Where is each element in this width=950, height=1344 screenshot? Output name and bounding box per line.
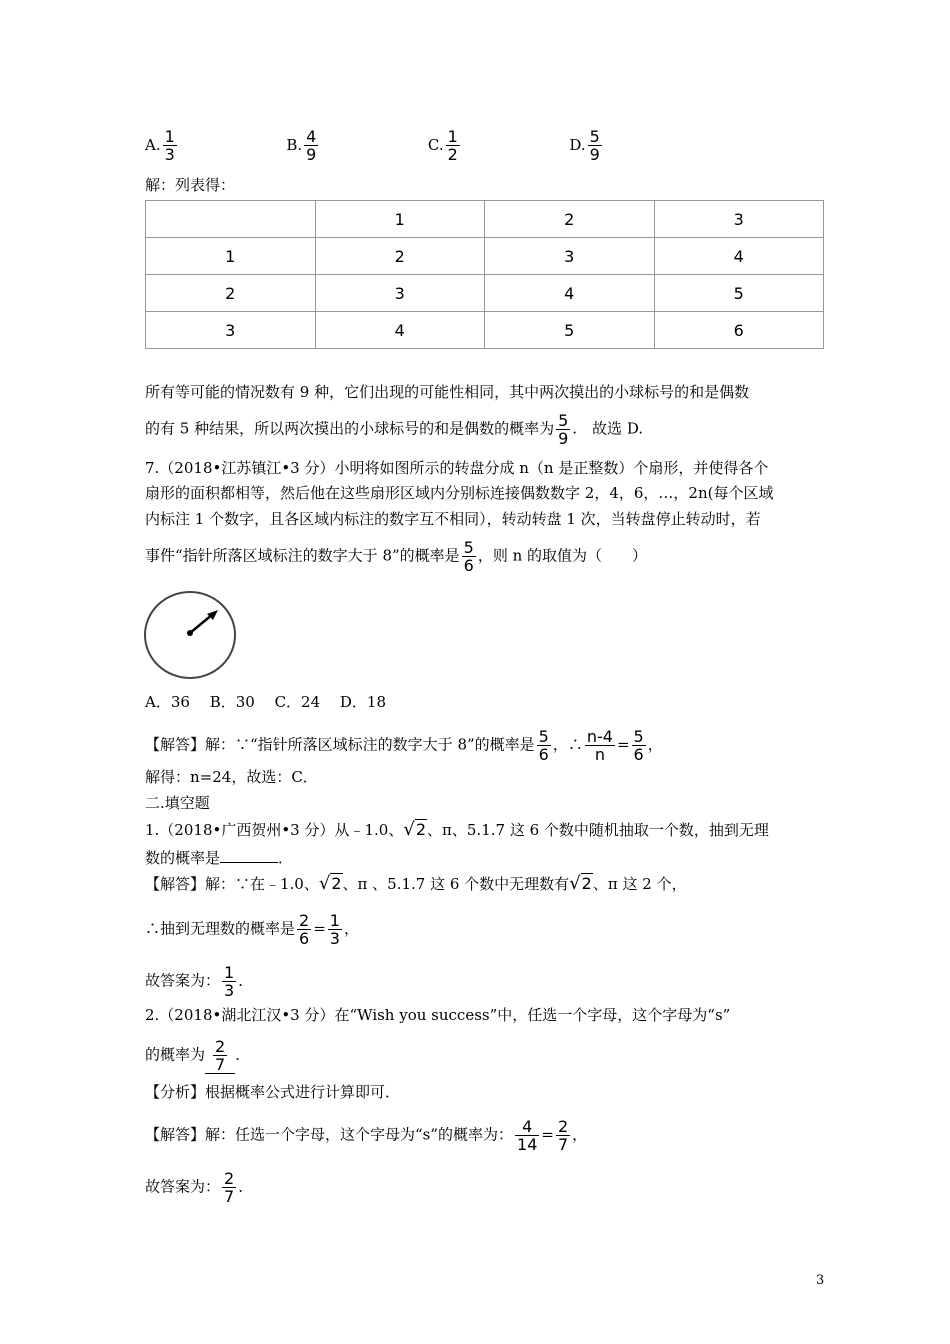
fill-1-answer: 【解答】解：∵在﹣1.0、√2、π 、5.1.7 这 6 个数中无理数有√2、π 这 2 个， <box>145 873 687 894</box>
table-row <box>146 275 824 312</box>
question-7-line: 内标注 1 个数字，且各区域内标注的数字互不相同），转动转盘 1 次，当转盘停止转动时，若 <box>145 510 761 528</box>
fill-2-line: 的概率为 $\frac{2}{7}$ ． <box>145 1037 251 1074</box>
spinner-figure <box>143 590 239 680</box>
fill-2-final: 故答案为： $\frac{2}{7}$ ． <box>145 1169 254 1206</box>
spinner-pointer <box>190 614 213 633</box>
table-cell: 2 <box>485 201 655 238</box>
spinner-center <box>187 630 193 636</box>
table-cell: 3 <box>146 312 316 349</box>
table-cell: 3 <box>654 201 824 238</box>
table-row <box>146 238 824 275</box>
paragraph-line: 的有 5 种结果，所以两次摸出的小球标号的和是偶数的概率为 $\frac{5}{9}$ . 故选 D. <box>145 411 644 448</box>
table-cell: 2 <box>315 238 485 275</box>
section-heading: 二.填空题 <box>145 794 210 812</box>
paragraph-line: 所有等可能的情况数有 9 种，它们出现的可能性相同，其中两次摸出的小球标号的和是偶数 <box>145 383 750 401</box>
table-cell: 1 <box>315 201 485 238</box>
sqrt-expression: √2 <box>403 819 427 840</box>
fraction: $\frac{5}{9}$ <box>558 411 569 448</box>
q7-answer: 【解答】解：∵“指针所落区域标注的数字大于 8”的概率是 $\frac{5}{6}$ ，∴ $\frac{n-4}{n}$ = $\frac{5}{6}$ ， <box>145 727 663 764</box>
table-cell: 5 <box>485 312 655 349</box>
table-cell: 4 <box>485 275 655 312</box>
q6-options <box>145 128 604 163</box>
fraction: $\frac{1}{3}$ <box>329 911 340 948</box>
sqrt-expression: √2 <box>318 873 342 894</box>
sqrt-expression: √2 <box>569 873 592 894</box>
option-d[interactable]: D. $\frac{5}{9}$ <box>569 127 600 164</box>
option-a[interactable]: A. $\frac{1}{3}$ <box>145 127 175 164</box>
option-b[interactable]: B. $\frac{4}{9}$ <box>286 127 317 164</box>
fraction: $\frac{2}{6}$ <box>299 911 310 948</box>
option-c[interactable]: C. $\frac{1}{2}$ <box>427 127 458 164</box>
fill-1-final: 故答案为： $\frac{1}{3}$ ． <box>145 963 254 1000</box>
fraction: $\frac{2}{7}$ <box>224 1169 235 1206</box>
table-row <box>146 312 824 349</box>
fill-2-analysis: 【分析】根据概率公式进行计算即可． <box>145 1083 401 1101</box>
fraction: $\frac{2}{7}$ <box>557 1117 569 1154</box>
solution-intro: 解：列表得： <box>145 176 236 194</box>
question-7-line: 7.（2018•江苏镇江•3 分）小明将如图所示的转盘分成 n（n 是正整数）个扇形，并使得各个 <box>145 459 769 477</box>
sum-table <box>145 200 824 349</box>
fraction: $\frac{2}{7}$ <box>215 1037 226 1074</box>
table-cell: 4 <box>315 312 485 349</box>
table-cell: 2 <box>146 275 316 312</box>
table-header-row <box>146 201 824 238</box>
answer-blank[interactable] <box>220 848 278 863</box>
q7-options: A．36 B．30 C．24 D．18 <box>145 693 387 711</box>
table-cell: 6 <box>654 312 824 349</box>
table-cell: 5 <box>654 275 824 312</box>
fill-1-answer: ∴抽到无理数的概率是 $\frac{2}{6}$ = $\frac{1}{3}$ ， <box>145 911 359 948</box>
question-7-line: 扇形的面积都相等，然后他在这些扇形区域内分别标连接偶数数字 2，4，6，…，2n(每个区域 <box>145 484 774 502</box>
fraction: $\frac{5}{6}$ <box>633 727 644 764</box>
fraction: $\frac{5}{6}$ <box>538 727 549 764</box>
answer-blank[interactable] <box>205 1038 235 1074</box>
fill-1-line: 数的概率是 ． <box>145 849 294 867</box>
fraction: $\frac{1}{3}$ <box>224 963 235 1000</box>
table-cell: 1 <box>146 238 316 275</box>
table-cell: 3 <box>315 275 485 312</box>
q7-result: 解得：n=24，故选：C． <box>145 768 318 786</box>
question-7-line: 事件“指针所落区域标注的数字大于 8”的概率是 $\frac{5}{6}$ ，则 n 的取值为（ ） <box>145 538 648 575</box>
fill-1-line: 1.（2018•广西贺州•3 分）从﹣1.0、√2、π、5.1.7 这 6 个数中随机抽取一个数，抽到无理 <box>145 819 769 840</box>
fraction: $\frac{n-4}{n}$ <box>586 727 613 764</box>
fraction: $\frac{4}{14}$ <box>517 1117 538 1154</box>
fill-2-answer: 【解答】解：任选一个字母，这个字母为“s”的概率为： $\frac{4}{14}$ = $\frac{2}{7}$ ， <box>145 1117 588 1154</box>
table-cell: 3 <box>485 238 655 275</box>
page-number: 3 <box>816 1273 825 1288</box>
table-cell <box>146 201 316 238</box>
fill-2-line: 2.（2018•湖北江汉•3 分）在“Wish you success”中，任选一个字母，这个字母为“s” <box>145 1006 731 1024</box>
fraction: $\frac{5}{6}$ <box>463 538 474 575</box>
table-cell: 4 <box>654 238 824 275</box>
